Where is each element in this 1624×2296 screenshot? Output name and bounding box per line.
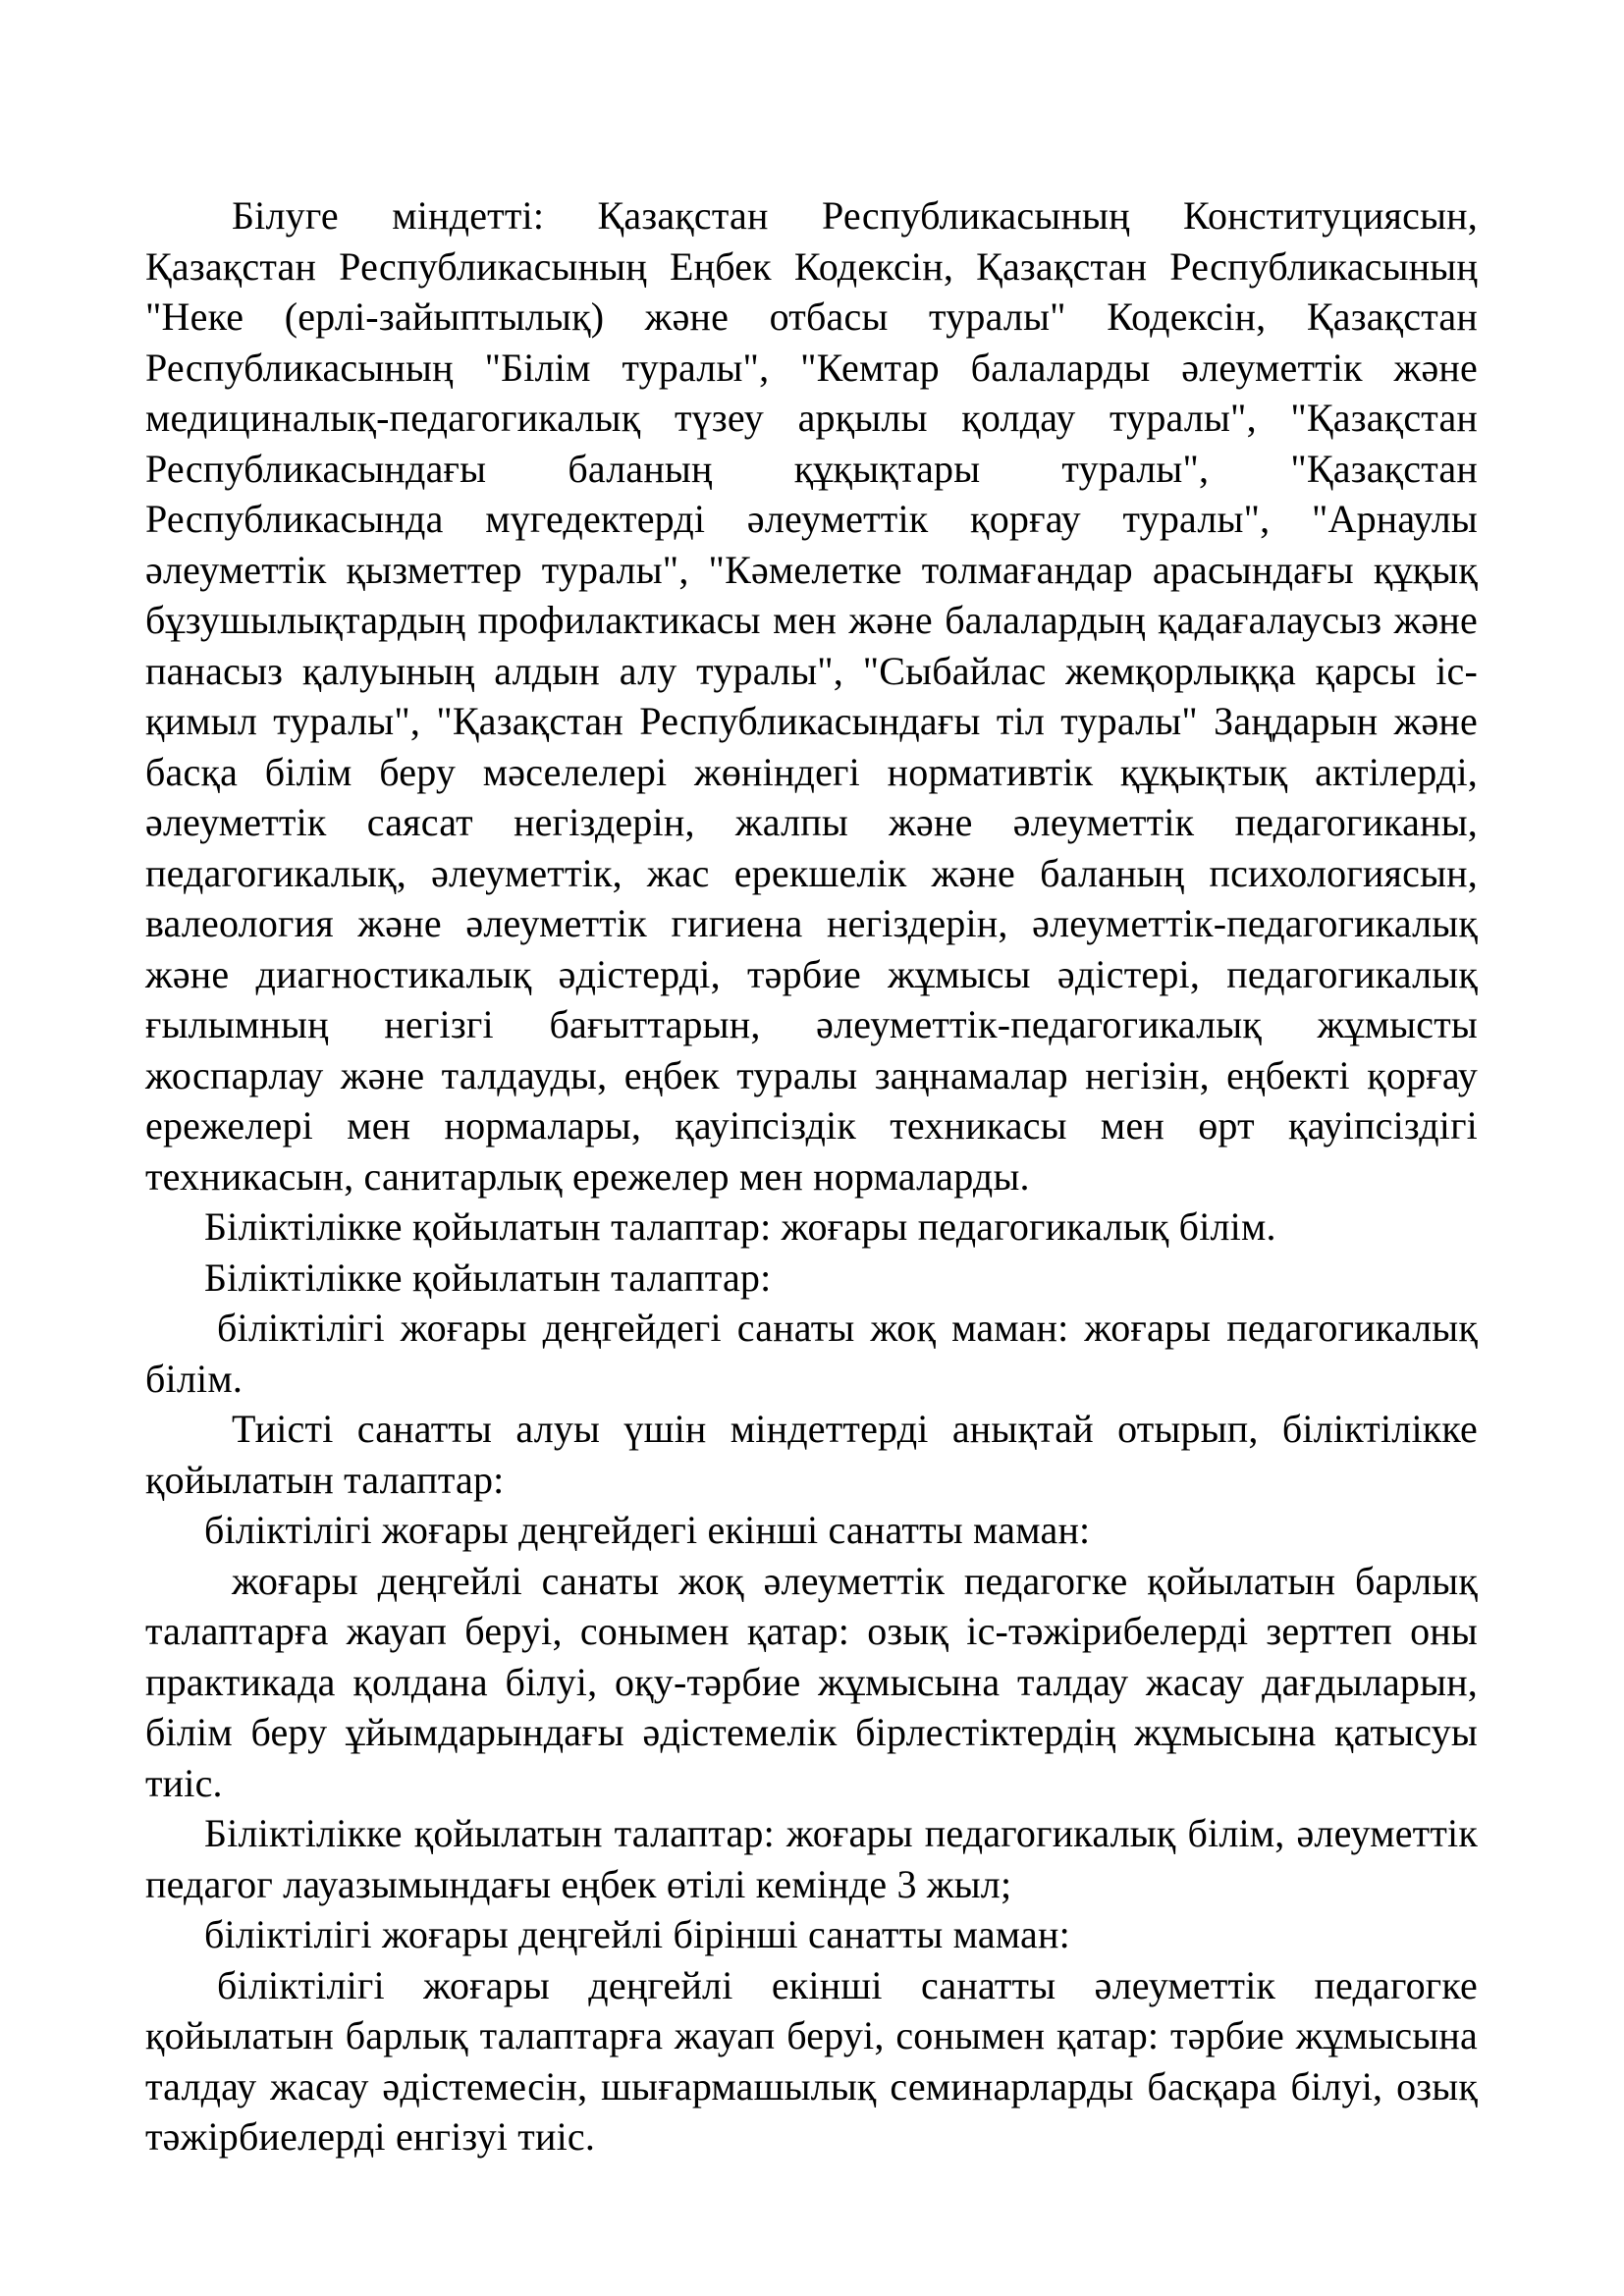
paragraph: біліктілігі жоғары деңгейлі екінші санатты әлеуметтік педагогке қойылатын барлық талаптарға жауап беруі, сонымен қатар: тәрбие жұмысына талдау жасау әдістемесін, шығармашылық семинарларды басқара білуі, озық тәжірбиелерді енгізуі тиіс. <box>145 1962 1478 2159</box>
paragraph: біліктілігі жоғары деңгейдегі санаты жоқ маман: жоғары педагогикалық білім. <box>145 1306 1478 1401</box>
document-text <box>145 190 1478 2163</box>
paragraph: Біліктілікке қойылатын талаптар: жоғары педагогикалық білім, әлеуметтік педагог лауазымындағы еңбек өтілі кемінде 3 жыл; <box>145 1811 1478 1906</box>
paragraph: біліктілігі жоғары деңгейлі бірінші санатты маман: <box>204 1912 1070 1956</box>
paragraph: Тиісті санатты алуы үшін міндеттерді анықтай отырып, біліктілікке қойылатын талаптар: <box>145 1407 1478 1502</box>
paragraph: біліктілігі жоғары деңгейдегі екінші санатты маман: <box>204 1508 1091 1552</box>
paragraph: жоғары деңгейлі санаты жоқ әлеуметтік педагогке қойылатын барлық талаптарға жауап беруі, сонымен қатар: озық іс-тәжірибелерді зерттеп оны практикада қолдана білуі, оқу-тәрбие жұмысына талдау жасау дағдыларын, білім беру ұйымдарындағы әдістемелік бірлестіктердің жұмысына қатысуы тиіс. <box>145 1558 1478 1805</box>
paragraph: Білуге міндетті: Қазақстан Республикасының Конституциясын, Қазақстан Республикасының Еңбек Кодексін, Қазақстан Республикасының "Неке (ерлі-зайыптылық) және отбасы туралы" Кодексін, Қазақстан Республикасының "Білім туралы", "Кемтар балаларды әлеуметтік және медициналық-педагогикалық түзеу арқылы қолдау туралы", "Қазақстан Республикасындағы баланың құқықтары туралы", "Қазақстан Республикасында мүгедектерді әлеуметтік қорғау туралы", "Арнаулы әлеуметтік қызметтер туралы", "Кәмелетке толмағандар арасындағы құқық бұзушылықтардың профилактикасы мен және балалардың қадағалаусыз және панасыз қалуының алдын алу туралы", "Сыбайлас жемқорлыққа қарсы іс-қимыл туралы", "Қазақстан Республикасындағы тіл туралы" Заңдарын және басқа білім беру мәселелері жөніндегі нормативтік құқықтық актілерді, әлеуметтік саясат негіздерін, жалпы және әлеуметтік педагогиканы, педагогикалық, әлеуметтік, жас ерекшелік және баланың психологиясын, валеология және әлеуметтік гигиена негіздерін, әлеуметтік-педагогикалық және диагностикалық әдістерді, тәрбие жұмысы әдістері, педагогикалық ғылымның негізгі бағыттарын, әлеуметтік-педагогикалық жұмысты жоспарлау және талдауды, еңбек туралы заңнамалар негізін, еңбекті қорғау ережелері мен нормалары, қауіпсіздік техникасы мен өрт қауіпсіздігі техникасын, санитарлық ережелер мен нормаларды. <box>145 193 1478 1199</box>
paragraph: Біліктілікке қойылатын талаптар: жоғары педагогикалық білім. <box>204 1204 1276 1249</box>
paragraph: Біліктілікке қойылатын талаптар: <box>204 1255 772 1300</box>
